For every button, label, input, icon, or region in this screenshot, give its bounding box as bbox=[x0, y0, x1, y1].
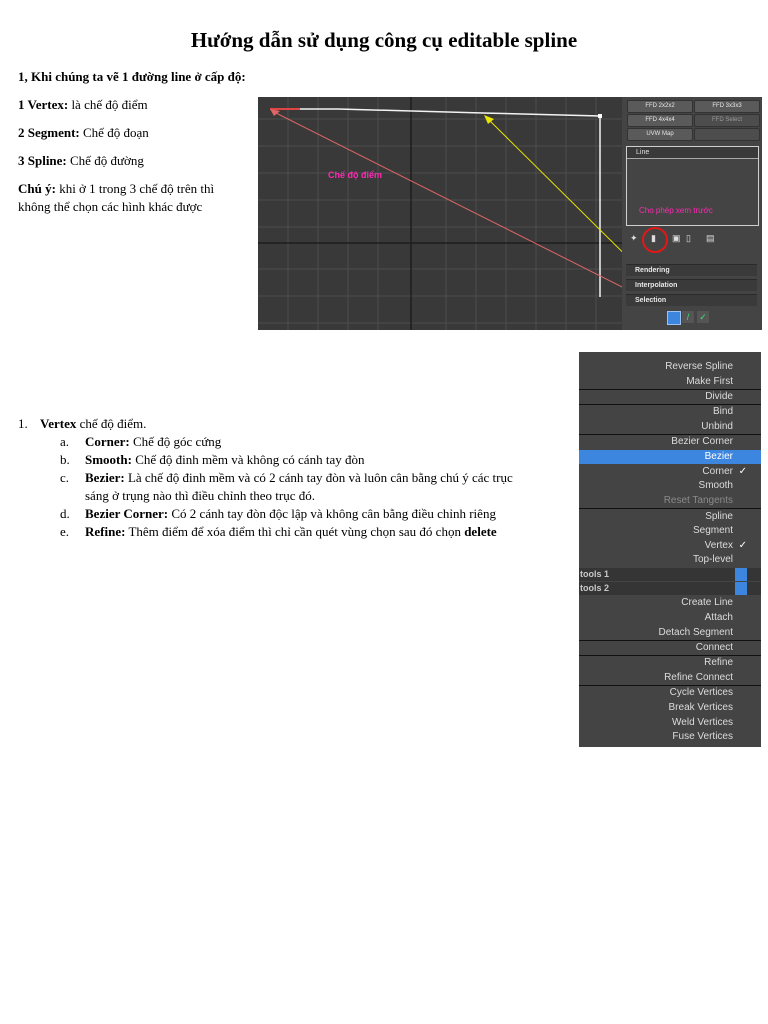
ffd-select-button[interactable]: FFD Select bbox=[694, 114, 760, 127]
level-text: Chế độ đường bbox=[66, 153, 144, 168]
item-text: Thêm điểm để xóa điểm thì chỉ cần quét vùng chọn sau đó chọn bbox=[125, 524, 465, 539]
modifier-stack[interactable] bbox=[626, 146, 759, 226]
menu-item-weld-vertices[interactable]: Weld Vertices bbox=[672, 717, 733, 728]
viewport-screenshot bbox=[258, 97, 762, 330]
list-item bbox=[60, 469, 530, 505]
menu-item-fuse-vertices[interactable]: Fuse Vertices bbox=[672, 731, 733, 742]
make-unique-icon[interactable]: ▣ bbox=[672, 233, 681, 243]
menu-item-reset-tangents[interactable]: Reset Tangents bbox=[663, 495, 733, 506]
note-text: khi ở 1 trong 3 chế độ trên thì không thể chọn các hình khác được bbox=[18, 181, 215, 214]
menu-item-attach[interactable]: Attach bbox=[704, 612, 733, 623]
configure-icon[interactable]: ▤ bbox=[706, 233, 715, 243]
item-text: Là chế độ đinh mềm và có 2 cánh tay đòn và luôn cân bằng chú ý các trục sáng ở trụng nào thì điều chỉnh theo trục đó. bbox=[85, 470, 513, 503]
pin-icon[interactable]: ✦ bbox=[630, 233, 638, 243]
rollout-label: Selection bbox=[635, 297, 667, 304]
uvw-map-button[interactable]: UVW Map bbox=[627, 128, 693, 141]
segment-mode-icon[interactable]: / bbox=[682, 311, 694, 323]
item-label: Refine: bbox=[85, 524, 126, 539]
item-letter: b. bbox=[60, 452, 70, 467]
vertex-annotation: Chế độ điểm bbox=[328, 170, 383, 180]
menu-item-create-line[interactable]: Create Line bbox=[681, 597, 733, 608]
menu-item-top-level[interactable]: Top-level bbox=[692, 554, 733, 565]
menu-item-bezier-corner[interactable]: Bezier Corner bbox=[671, 436, 733, 447]
empty-modifier-button[interactable] bbox=[694, 128, 760, 141]
menu-item-divide[interactable]: Divide bbox=[705, 391, 733, 402]
intro-heading: 1, Khi chúng ta vẽ 1 đường line ở cấp độ: bbox=[18, 69, 246, 84]
rollout-selection[interactable] bbox=[626, 294, 757, 306]
rollout-label: Rendering bbox=[635, 267, 670, 274]
level-vertex bbox=[18, 96, 148, 114]
list-item-desc: chế độ điểm. bbox=[76, 416, 147, 431]
spline-mode-icon[interactable]: ✓ bbox=[697, 311, 709, 323]
check-icon: ✓ bbox=[738, 540, 747, 551]
menu-item-smooth[interactable]: Smooth bbox=[698, 480, 733, 491]
note-label: Chú ý: bbox=[18, 181, 56, 196]
menu-item-bezier[interactable]: Bezier bbox=[579, 450, 761, 464]
menu-item-detach-segment[interactable]: Detach Segment bbox=[658, 627, 733, 638]
menu-item-corner[interactable]: Corner ✓ bbox=[702, 466, 747, 477]
list-item bbox=[60, 523, 530, 541]
item-letter: c. bbox=[60, 470, 70, 485]
menu-item-segment[interactable]: Segment bbox=[692, 525, 733, 536]
list-item bbox=[60, 505, 530, 523]
item-tail: delete bbox=[464, 524, 497, 539]
level-spline bbox=[18, 152, 144, 170]
menu-item-refine[interactable]: Refine bbox=[704, 657, 733, 668]
item-letter: d. bbox=[60, 506, 70, 521]
quad-menu bbox=[579, 352, 761, 747]
menu-separator bbox=[579, 508, 761, 509]
menu-item-cycle-vertices[interactable]: Cycle Vertices bbox=[669, 687, 733, 698]
menu-item-vertex[interactable]: Vertex ✓ bbox=[704, 540, 747, 551]
ffd-2x2x2-button[interactable]: FFD 2x2x2 bbox=[627, 100, 693, 113]
preview-annotation: Cho phép xem trước bbox=[639, 206, 713, 215]
item-label: Smooth: bbox=[85, 452, 132, 467]
menu-item-break-vertices[interactable]: Break Vertices bbox=[668, 702, 733, 713]
menu-item-connect[interactable]: Connect bbox=[695, 642, 733, 653]
item-letter: a. bbox=[60, 434, 70, 449]
check-icon: ✓ bbox=[738, 466, 747, 477]
list-number: 1. bbox=[18, 416, 28, 431]
level-label: 3 Spline: bbox=[18, 153, 67, 168]
menu-item-unbind[interactable]: Unbind bbox=[701, 421, 733, 432]
item-letter: e. bbox=[60, 524, 70, 539]
page-title: Hướng dẫn sử dụng công cụ editable spline bbox=[190, 28, 578, 52]
list-item-label: Vertex bbox=[40, 416, 77, 431]
level-segment bbox=[18, 124, 149, 142]
menu-item-bind[interactable]: Bind bbox=[712, 406, 733, 417]
viewport-grid bbox=[258, 97, 622, 330]
level-label: 2 Segment: bbox=[18, 125, 80, 140]
show-end-result-icon[interactable]: ▮ bbox=[651, 233, 656, 243]
menu-item-make-first[interactable]: Make First bbox=[686, 376, 733, 387]
sub-list bbox=[60, 433, 530, 541]
tools-1-header: tools 1 bbox=[579, 568, 761, 581]
item-label: Corner: bbox=[85, 434, 130, 449]
list-item-text bbox=[40, 415, 146, 433]
level-text: Chế độ đoạn bbox=[79, 125, 149, 140]
command-panel bbox=[622, 97, 762, 330]
remove-modifier-icon[interactable]: ▯ bbox=[686, 233, 691, 243]
tools-2-header: tools 2 bbox=[579, 582, 761, 595]
menu-item-spline[interactable]: Spline bbox=[705, 511, 733, 522]
menu-item-refine-connect[interactable]: Refine Connect bbox=[664, 672, 733, 683]
rollout-rendering[interactable] bbox=[626, 264, 757, 276]
list-item bbox=[60, 451, 530, 469]
ffd-4x4x4-button[interactable]: FFD 4x4x4 bbox=[627, 114, 693, 127]
item-text: Có 2 cánh tay đòn độc lập và không cân bằng điều chỉnh riêng bbox=[168, 506, 496, 521]
level-label: 1 Vertex: bbox=[18, 97, 69, 112]
menu-item-reverse-spline[interactable]: Reverse Spline bbox=[665, 361, 733, 372]
rollout-interpolation[interactable] bbox=[626, 279, 757, 291]
note bbox=[18, 180, 248, 216]
item-text: Chế độ góc cứng bbox=[129, 434, 222, 449]
vertex-mode-icon[interactable] bbox=[667, 311, 681, 325]
item-label: Bezier Corner: bbox=[85, 506, 169, 521]
rollout-label: Interpolation bbox=[635, 282, 678, 289]
list-item bbox=[60, 433, 530, 451]
stack-item-label: Line bbox=[636, 149, 650, 156]
item-text: Chế độ đinh mềm và không có cánh tay đòn bbox=[131, 452, 365, 467]
item-label: Bezier: bbox=[85, 470, 125, 485]
ffd-3x3x3-button[interactable]: FFD 3x3x3 bbox=[694, 100, 760, 113]
stack-item-line[interactable] bbox=[627, 147, 758, 159]
level-text: là chế độ điểm bbox=[68, 97, 148, 112]
